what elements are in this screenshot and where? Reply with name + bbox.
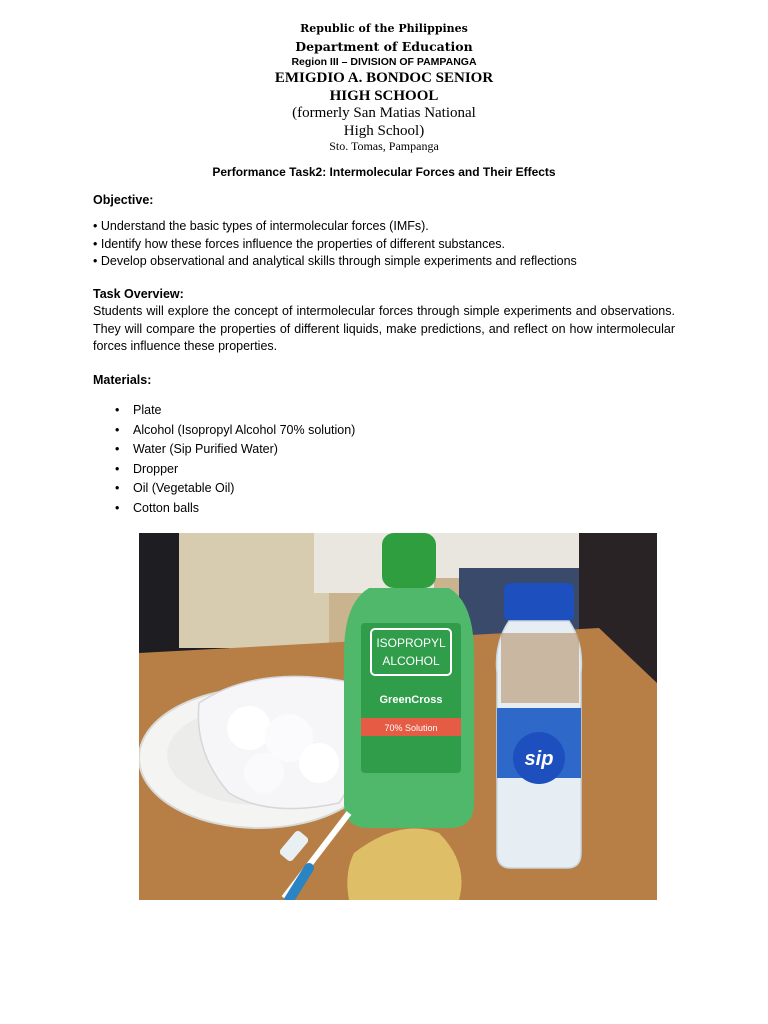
overview-label: Task Overview:	[93, 287, 184, 301]
material-item-label: Dropper	[133, 461, 179, 476]
school-name-line1: EMIGDIO A. BONDOC SENIOR	[274, 70, 494, 86]
objective-label: Objective:	[93, 193, 154, 207]
alcohol-label-line2: ALCOHOL	[382, 654, 440, 668]
school-address: Sto. Tomas, Pampanga	[329, 139, 439, 153]
school-name	[0, 69, 768, 105]
materials-label: Materials:	[93, 373, 152, 387]
department-heading: Department of Education	[295, 39, 473, 54]
material-item	[115, 460, 355, 480]
republic-heading: Republic of the Philippines	[300, 22, 468, 35]
materials-list	[115, 401, 355, 518]
former-name	[0, 104, 768, 140]
material-item-label: Plate	[133, 403, 162, 417]
material-item	[115, 421, 355, 441]
material-item	[115, 499, 355, 519]
water-brand: sip	[524, 748, 554, 770]
alcohol-solution: 70% Solution	[384, 723, 438, 733]
material-item	[115, 479, 355, 499]
bullet-icon: •	[115, 403, 120, 417]
objective-list	[93, 218, 693, 271]
school-name-line2: HIGH SCHOOL	[329, 88, 439, 104]
bullet-icon: •	[115, 461, 120, 476]
material-item-label: Water (Sip Purified Water)	[133, 442, 278, 456]
task-title: Performance Task2: Intermolecular Forces and Their Effects	[212, 165, 556, 179]
region-heading: Region III – DIVISION OF PAMPANGA	[291, 56, 477, 68]
bullet-icon: •	[115, 422, 120, 437]
overview-text: Students will explore the concept of intermolecular forces through simple experiments and observations. They will compare the properties of different liquids, make predictions, and reflect on how intermolecular forces influence these properties.	[93, 304, 675, 353]
material-item	[115, 440, 355, 460]
bullet-icon: •	[115, 442, 120, 456]
material-item-label: Cotton balls	[133, 500, 200, 515]
former-name-line2: High School)	[343, 123, 425, 139]
bullet-icon: •	[115, 500, 120, 515]
material-item	[115, 401, 355, 421]
objective-item: • Identify how these forces influence the properties of different substances.	[93, 236, 506, 251]
former-name-line1: (formerly San Matias National	[292, 105, 476, 121]
objective-item: • Develop observational and analytical skills through simple experiments and reflections	[93, 254, 577, 268]
material-item-label: Alcohol (Isopropyl Alcohol 70% solution)	[133, 422, 356, 437]
alcohol-brand: GreenCross	[379, 694, 443, 706]
objective-item: • Understand the basic types of intermolecular forces (IMFs).	[93, 219, 429, 233]
material-item-label: Oil (Vegetable Oil)	[133, 481, 235, 495]
bullet-icon: •	[115, 481, 120, 495]
materials-photo	[139, 533, 657, 900]
alcohol-label-line1: ISOPROPYL	[376, 636, 446, 650]
